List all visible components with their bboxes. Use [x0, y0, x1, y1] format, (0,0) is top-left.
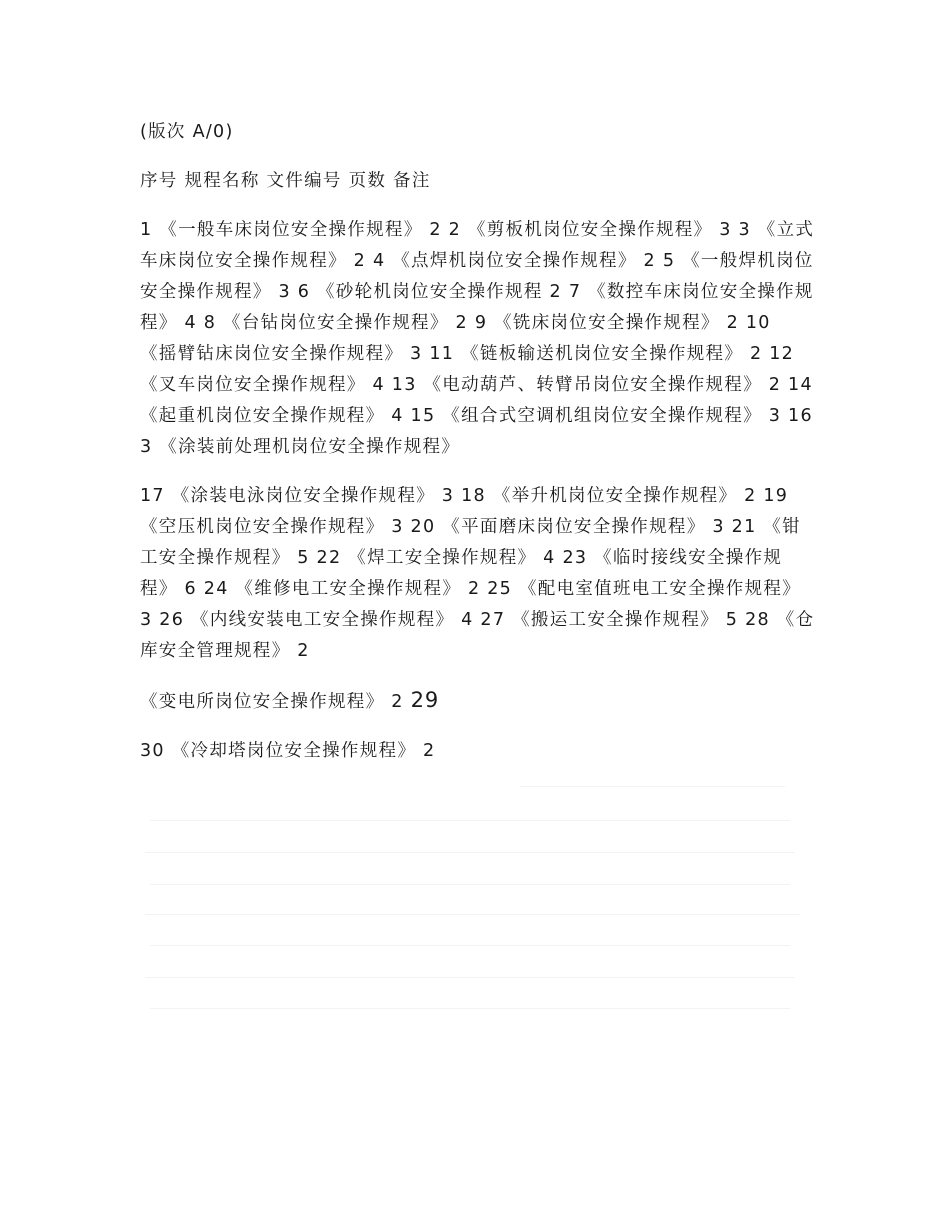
regulation-line-substation	[140, 685, 815, 718]
faint-rule	[150, 884, 790, 885]
faint-rule	[150, 1008, 790, 1009]
regulation-line-cooling-tower: 30 《冷却塔岗位安全操作规程》 2	[140, 741, 436, 761]
regulation-list-block-1: 1 《一般车床岗位安全操作规程》 2 2 《剪板机岗位安全操作规程》 3 3 《立式车床岗位安全操作规程》 2 4 《点焊机岗位安全操作规程》 2 5 《一般焊机岗位安全操作规程》 3 6 《砂轮机岗位安全操作规程 2 7 《数控车床岗位安全操作规程》 4 8 《台钻岗位安全操作规程》 2 9 《铣床岗位安全操作规程》 2 10 《摇臂钻床岗位安全操作规程》 3 11 《链板输送机岗位安全操作规程》 2 12 《叉车岗位安全操作规程》 4 13 《电动葫芦、转臂吊岗位安全操作规程》 2 14 《起重机岗位安全操作规程》 4 15 《组合式空调机组岗位安全操作规程》 3 16 3 《涂装前处理机岗位安全操作规程》	[140, 220, 815, 457]
faint-rule	[145, 914, 800, 915]
faint-rule	[520, 786, 785, 787]
document-body	[140, 117, 815, 767]
faint-rule	[145, 852, 795, 853]
faint-rule	[150, 820, 790, 821]
table-header-line: 序号 规程名称 文件编号 页数 备注	[140, 171, 431, 191]
faint-rule	[145, 977, 795, 978]
faint-rule	[150, 945, 790, 946]
substation-entry-text: 《变电所岗位安全操作规程》 2	[140, 692, 411, 712]
substation-entry-number: 29	[410, 688, 440, 712]
regulation-list-block-2: 17 《涂装电泳岗位安全操作规程》 3 18 《举升机岗位安全操作规程》 2 19 《空压机岗位安全操作规程》 3 20 《平面磨床岗位安全操作规程》 3 21 《钳工安全操作规程》 5 22 《焊工安全操作规程》 4 23 《临时接线安全操作规程》 6 24 《维修电工安全操作规程》 2 25 《配电室值班电工安全操作规程》 3 26 《内线安装电工安全操作规程》 4 27 《搬运工安全操作规程》 5 28 《仓库安全管理规程》 2	[140, 486, 815, 661]
version-line: (版次 A/0)	[140, 122, 234, 142]
